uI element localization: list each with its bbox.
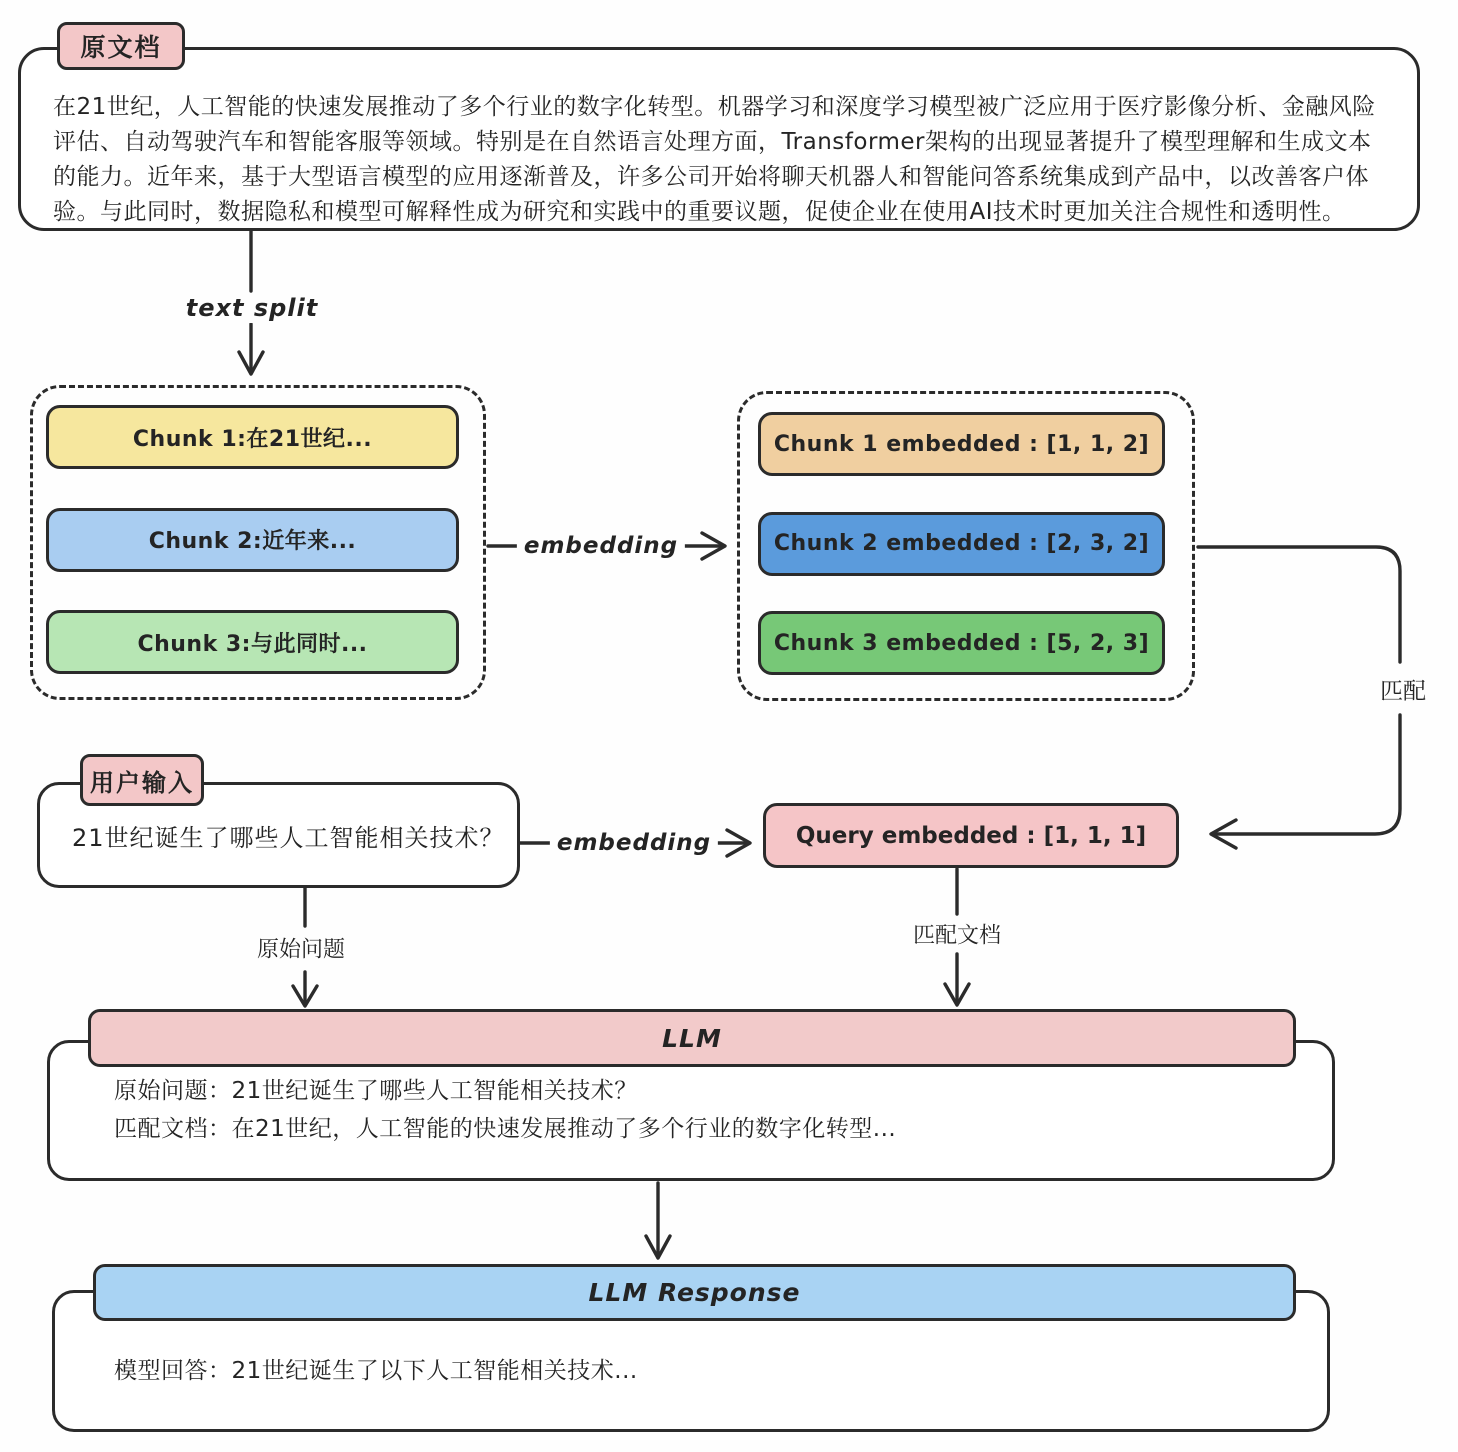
matched-doc-arrow-label: 匹配文档 bbox=[906, 918, 1008, 951]
original-document-box bbox=[18, 47, 1420, 231]
user-input-tag: 用户输入 bbox=[80, 754, 204, 806]
original-document-tag: 原文档 bbox=[57, 22, 185, 70]
llm-response-header: LLM Response bbox=[93, 1264, 1296, 1321]
chunk-1-embedded: Chunk 1 embedded : [1, 1, 2] bbox=[758, 412, 1165, 476]
match-arrow-label: 匹配 bbox=[1373, 672, 1433, 707]
chunk-3: Chunk 3:与此同时... bbox=[46, 610, 459, 674]
llm-prompt-text bbox=[114, 1072, 896, 1148]
embedding1-arrowhead bbox=[702, 533, 725, 559]
matched-doc-arrowhead bbox=[945, 984, 969, 1005]
chunk-2: Chunk 2:近年来... bbox=[46, 508, 459, 572]
llm-prompt-line2: 匹配文档：在21世纪，人工智能的快速发展推动了多个行业的数字化转型... bbox=[114, 1116, 897, 1142]
chunk-1: Chunk 1:在21世纪... bbox=[46, 405, 459, 469]
original-document-text: 在21世纪，人工智能的快速发展推动了多个行业的数字化转型。机器学习和深度学习模型被广泛应用于医疗影像分析、金融风险评估、自动驾驶汽车和智能客服等领域。特别是在自然语言处理方面，Transformer架构的出现显著提升了模型理解和生成文本的能力。近年来，基于大型语言模型的应用逐渐普及，许多公司开始将聊天机器人和智能问答系统集成到产品中，以改善客户体验。与此同时，数据隐私和模型可解释性成为研究和实践中的重要议题，促使企业在使用AI技术时更加关注合规性和透明性。 bbox=[53, 94, 1376, 225]
llm-response-arrowhead bbox=[646, 1236, 670, 1258]
match-line-top bbox=[1198, 547, 1400, 662]
text-split-arrowhead bbox=[239, 352, 263, 374]
user-input-text: 21世纪诞生了哪些人工智能相关技术？ bbox=[72, 823, 505, 852]
chunks-container bbox=[30, 385, 486, 700]
match-arrowhead bbox=[1211, 820, 1236, 848]
llm-response-text: 模型回答：21世纪诞生了以下人工智能相关技术... bbox=[114, 1358, 638, 1384]
embedding2-arrowhead bbox=[727, 830, 750, 856]
embedded-chunks-container bbox=[737, 391, 1195, 701]
question-arrowhead bbox=[293, 986, 317, 1006]
chunk-2-embedded: Chunk 2 embedded : [2, 3, 2] bbox=[758, 512, 1165, 576]
embedding-query-arrow-label: embedding bbox=[550, 829, 718, 857]
llm-prompt-line1: 原始问题：21世纪诞生了哪些人工智能相关技术？ bbox=[114, 1078, 638, 1104]
llm-header: LLM bbox=[88, 1009, 1296, 1067]
original-question-arrow-label: 原始问题 bbox=[250, 932, 352, 965]
text-split-arrow-label: text split bbox=[179, 293, 325, 323]
query-embedded-box: Query embedded : [1, 1, 1] bbox=[763, 803, 1179, 868]
match-line-bottom bbox=[1214, 715, 1400, 834]
embedding-chunks-arrow-label: embedding bbox=[517, 532, 685, 560]
chunk-3-embedded: Chunk 3 embedded : [5, 2, 3] bbox=[758, 611, 1165, 675]
